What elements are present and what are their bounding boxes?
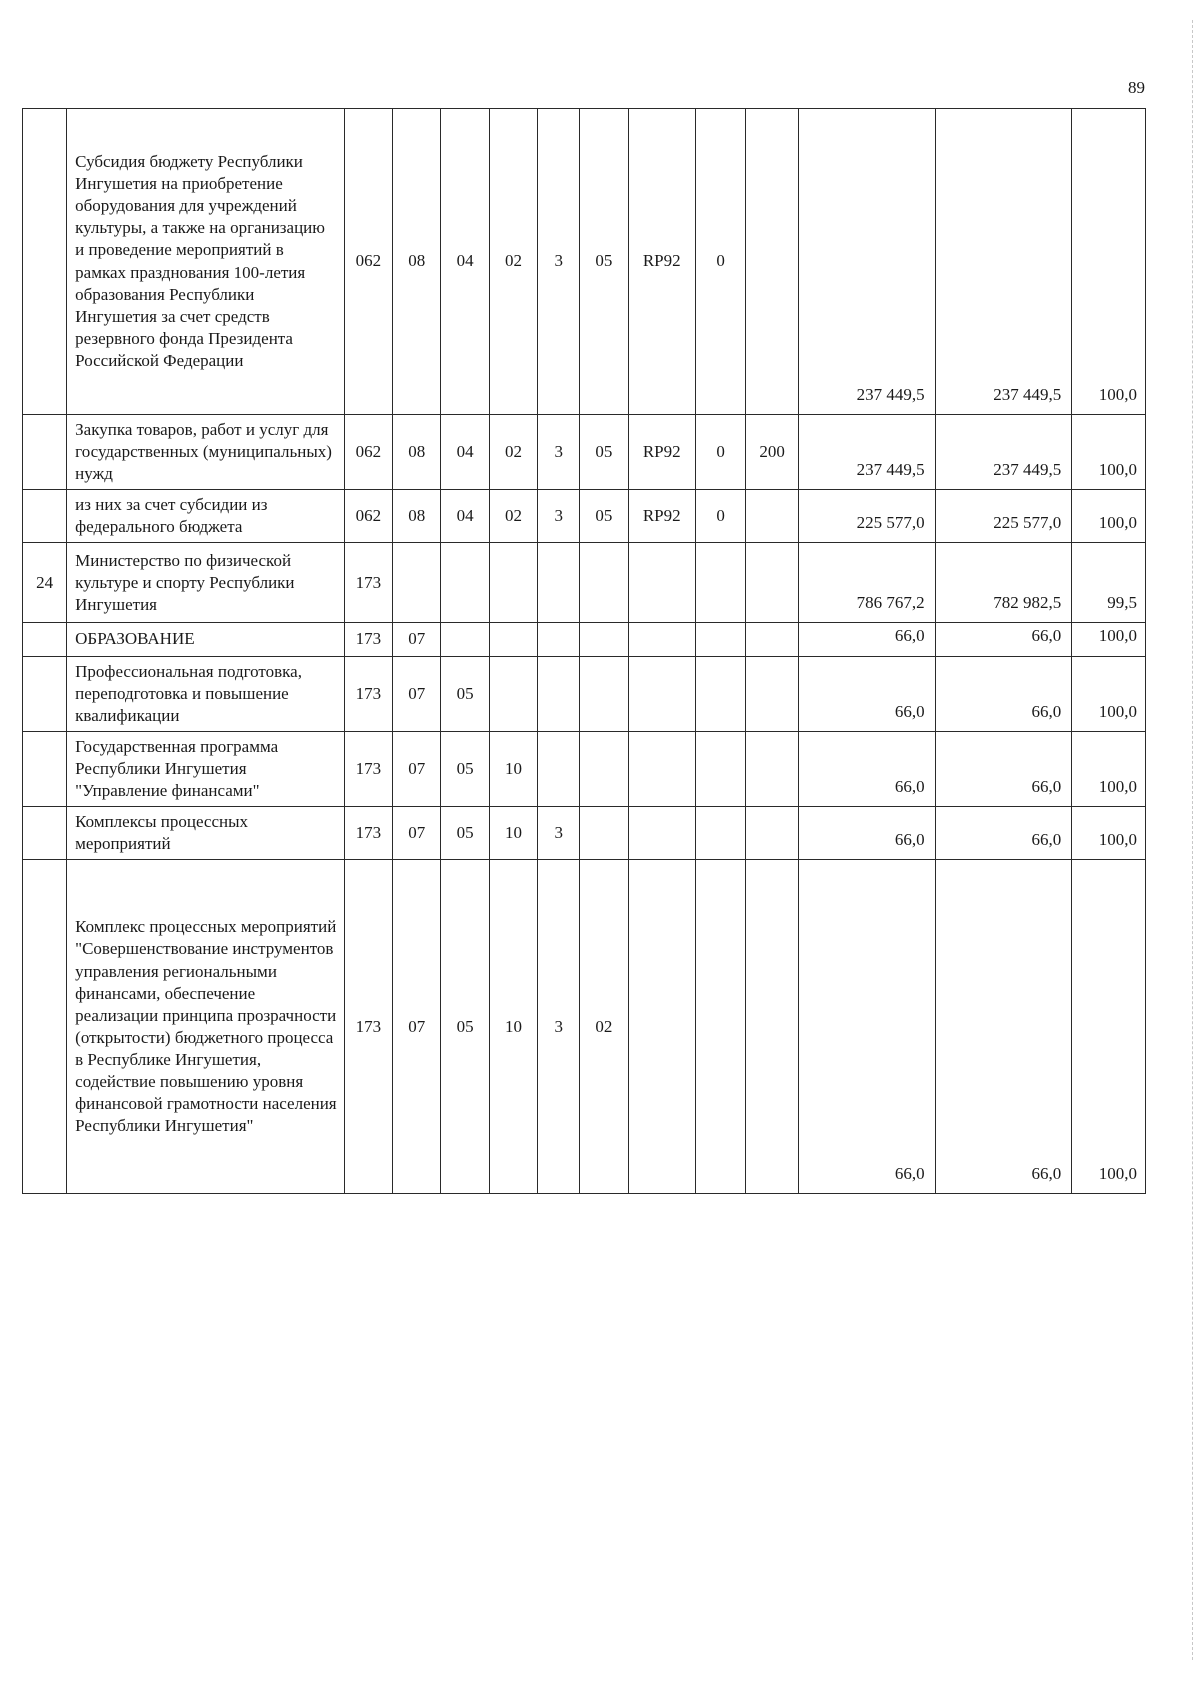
cell-exec: 66,0 <box>935 623 1072 656</box>
cell-name: Министерство по физической культуре и спорту Республики Ингушетия <box>67 543 345 623</box>
cell-type <box>538 543 580 623</box>
cell-rz: 07 <box>393 860 441 1194</box>
cell-idx <box>23 656 67 731</box>
cell-plan: 66,0 <box>798 731 935 806</box>
cell-pr: 05 <box>441 731 489 806</box>
cell-ved: 173 <box>344 623 392 656</box>
cell-prog <box>489 623 537 656</box>
cell-rz: 07 <box>393 731 441 806</box>
cell-sub: 05 <box>580 109 628 415</box>
cell-idx: 24 <box>23 543 67 623</box>
cell-type: 3 <box>538 807 580 860</box>
cell-res <box>695 656 745 731</box>
cell-pr <box>441 543 489 623</box>
table-row <box>23 807 1146 860</box>
cell-exec: 66,0 <box>935 807 1072 860</box>
cell-name: Закупка товаров, работ и услуг для государственных (муниципальных) нужд <box>67 415 345 490</box>
cell-dir: RP92 <box>628 109 695 415</box>
cell-pct: 99,5 <box>1072 543 1146 623</box>
cell-exec: 237 449,5 <box>935 109 1072 415</box>
cell-res: 0 <box>695 415 745 490</box>
cell-pct: 100,0 <box>1072 731 1146 806</box>
cell-pct: 100,0 <box>1072 623 1146 656</box>
cell-dir <box>628 623 695 656</box>
cell-sub <box>580 807 628 860</box>
table-row <box>23 415 1146 490</box>
cell-ved: 062 <box>344 490 392 543</box>
cell-rz: 08 <box>393 490 441 543</box>
cell-sub <box>580 656 628 731</box>
cell-type: 3 <box>538 860 580 1194</box>
table-row <box>23 623 1146 656</box>
cell-plan: 66,0 <box>798 656 935 731</box>
cell-idx <box>23 415 67 490</box>
cell-prog <box>489 543 537 623</box>
cell-vr <box>746 656 799 731</box>
cell-prog: 10 <box>489 807 537 860</box>
cell-vr <box>746 860 799 1194</box>
cell-sub <box>580 623 628 656</box>
cell-name: Профессиональная подготовка, переподготовка и повышение квалификации <box>67 656 345 731</box>
cell-rz: 07 <box>393 656 441 731</box>
cell-pct: 100,0 <box>1072 109 1146 415</box>
cell-ved: 173 <box>344 807 392 860</box>
cell-vr <box>746 543 799 623</box>
cell-res: 0 <box>695 109 745 415</box>
cell-rz: 07 <box>393 623 441 656</box>
cell-dir: RP92 <box>628 490 695 543</box>
cell-sub: 02 <box>580 860 628 1194</box>
cell-idx <box>23 807 67 860</box>
cell-vr <box>746 623 799 656</box>
cell-ved: 173 <box>344 543 392 623</box>
cell-idx <box>23 109 67 415</box>
cell-name: Государственная программа Республики Ингушетия "Управление финансами" <box>67 731 345 806</box>
cell-res: 0 <box>695 490 745 543</box>
table-body <box>23 109 1146 1194</box>
cell-pct: 100,0 <box>1072 807 1146 860</box>
cell-dir <box>628 656 695 731</box>
cell-type <box>538 623 580 656</box>
cell-sub: 05 <box>580 490 628 543</box>
cell-ved: 173 <box>344 656 392 731</box>
cell-vr <box>746 807 799 860</box>
cell-idx <box>23 731 67 806</box>
cell-prog: 10 <box>489 731 537 806</box>
cell-dir <box>628 543 695 623</box>
cell-sub <box>580 731 628 806</box>
table-row <box>23 109 1146 415</box>
cell-name: Субсидия бюджету Республики Ингушетия на приобретение оборудования для учреждений культуры, а также на организацию и проведение мероприятий в рамках празднования 100-летия образования Республики Ингушетия за счет средств резервного фонда Президента Российской Федерации <box>67 109 345 415</box>
cell-exec: 66,0 <box>935 656 1072 731</box>
cell-plan: 237 449,5 <box>798 415 935 490</box>
cell-prog: 02 <box>489 109 537 415</box>
cell-vr <box>746 731 799 806</box>
cell-plan: 66,0 <box>798 623 935 656</box>
cell-dir <box>628 807 695 860</box>
table-row <box>23 656 1146 731</box>
cell-res <box>695 860 745 1194</box>
cell-pr <box>441 623 489 656</box>
cell-rz: 08 <box>393 415 441 490</box>
cell-idx <box>23 623 67 656</box>
cell-type <box>538 731 580 806</box>
cell-name: из них за счет субсидии из федерального бюджета <box>67 490 345 543</box>
cell-pct: 100,0 <box>1072 656 1146 731</box>
cell-exec: 66,0 <box>935 731 1072 806</box>
cell-res <box>695 731 745 806</box>
cell-plan: 225 577,0 <box>798 490 935 543</box>
cell-plan: 237 449,5 <box>798 109 935 415</box>
cell-vr <box>746 109 799 415</box>
cell-plan: 786 767,2 <box>798 543 935 623</box>
scan-edge-line <box>1192 20 1194 1660</box>
cell-dir: RP92 <box>628 415 695 490</box>
cell-idx <box>23 490 67 543</box>
cell-pr: 05 <box>441 656 489 731</box>
cell-plan: 66,0 <box>798 860 935 1194</box>
cell-prog: 02 <box>489 415 537 490</box>
cell-ved: 173 <box>344 731 392 806</box>
cell-vr: 200 <box>746 415 799 490</box>
cell-exec: 66,0 <box>935 860 1072 1194</box>
cell-rz: 08 <box>393 109 441 415</box>
cell-name: Комплекс процессных мероприятий "Совершенствование инструментов управления региональными финансами, обеспечение реализации принципа прозрачности (открытости) бюджетного процесса в Республике Ингушетия, содействие повышению уровня финансовой грамотности населения Республики Ингушетия" <box>67 860 345 1194</box>
table-row <box>23 543 1146 623</box>
cell-pct: 100,0 <box>1072 415 1146 490</box>
cell-pr: 04 <box>441 415 489 490</box>
cell-pr: 05 <box>441 807 489 860</box>
table-row <box>23 860 1146 1194</box>
cell-pr: 04 <box>441 109 489 415</box>
cell-res <box>695 543 745 623</box>
cell-name: Комплексы процессных мероприятий <box>67 807 345 860</box>
cell-type: 3 <box>538 490 580 543</box>
cell-prog: 10 <box>489 860 537 1194</box>
cell-type <box>538 656 580 731</box>
cell-res <box>695 623 745 656</box>
cell-rz: 07 <box>393 807 441 860</box>
cell-pct: 100,0 <box>1072 490 1146 543</box>
page-number: 89 <box>1128 78 1145 97</box>
cell-sub: 05 <box>580 415 628 490</box>
cell-res <box>695 807 745 860</box>
cell-exec: 782 982,5 <box>935 543 1072 623</box>
cell-prog: 02 <box>489 490 537 543</box>
table-row <box>23 490 1146 543</box>
cell-pr: 04 <box>441 490 489 543</box>
cell-exec: 237 449,5 <box>935 415 1072 490</box>
cell-ved: 173 <box>344 860 392 1194</box>
table-row <box>23 731 1146 806</box>
cell-prog <box>489 656 537 731</box>
cell-type: 3 <box>538 109 580 415</box>
budget-table <box>22 108 1146 1194</box>
cell-dir <box>628 731 695 806</box>
cell-sub <box>580 543 628 623</box>
cell-ved: 062 <box>344 415 392 490</box>
cell-exec: 225 577,0 <box>935 490 1072 543</box>
cell-plan: 66,0 <box>798 807 935 860</box>
cell-pr: 05 <box>441 860 489 1194</box>
cell-name: ОБРАЗОВАНИЕ <box>67 623 345 656</box>
cell-rz <box>393 543 441 623</box>
cell-vr <box>746 490 799 543</box>
cell-type: 3 <box>538 415 580 490</box>
cell-dir <box>628 860 695 1194</box>
cell-pct: 100,0 <box>1072 860 1146 1194</box>
cell-idx <box>23 860 67 1194</box>
cell-ved: 062 <box>344 109 392 415</box>
